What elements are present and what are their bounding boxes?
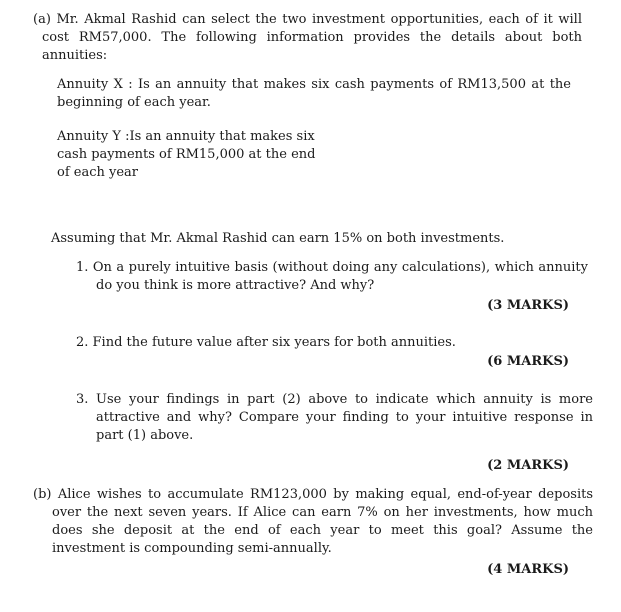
annuity-y-line-3: of each year [57,165,139,180]
question-2: 2. Find the future value after six years for both annuities. [76,335,456,350]
annuity-x-description: Annuity X : Is an annuity that makes six cash payments of RM13,500 at the beginning of each year. [57,77,571,110]
question-3-marks: (2 MARKS) [487,458,569,473]
question-3: 3. Use your findings in part (2) above to indicate which annuity is more attractive and why? Compare your finding to your intuitive response in part (1) above. [76,392,593,443]
question-2-marks: (6 MARKS) [487,354,569,369]
annuity-y-line-2: cash payments of RM15,000 at the end [57,147,316,162]
question-1: 1. On a purely intuitive basis (without doing any calculations), which annuity do you think is more attractive? And why? [76,260,588,293]
part-b-question: (b) Alice wishes to accumulate RM123,000 by making equal, end-of-year deposits over the next seven years. If Alice can earn 7% on her investments, how much does she deposit at the end of each year to meet this goal? Assume the investment is compounding semi-annually. [33,487,593,556]
part-a-intro: (a) Mr. Akmal Rashid can select the two investment opportunities, each of it will cost RM57,000. The following information provides the details about both annuities: [33,12,582,63]
annuity-y-line-1: Annuity Y :Is an annuity that makes six [57,129,315,144]
part-b-marks: (4 MARKS) [487,562,569,577]
annuity-y-description [57,128,357,182]
question-1-marks: (3 MARKS) [487,298,569,313]
assumption-text: Assuming that Mr. Akmal Rashid can earn 15% on both investments. [51,231,505,246]
